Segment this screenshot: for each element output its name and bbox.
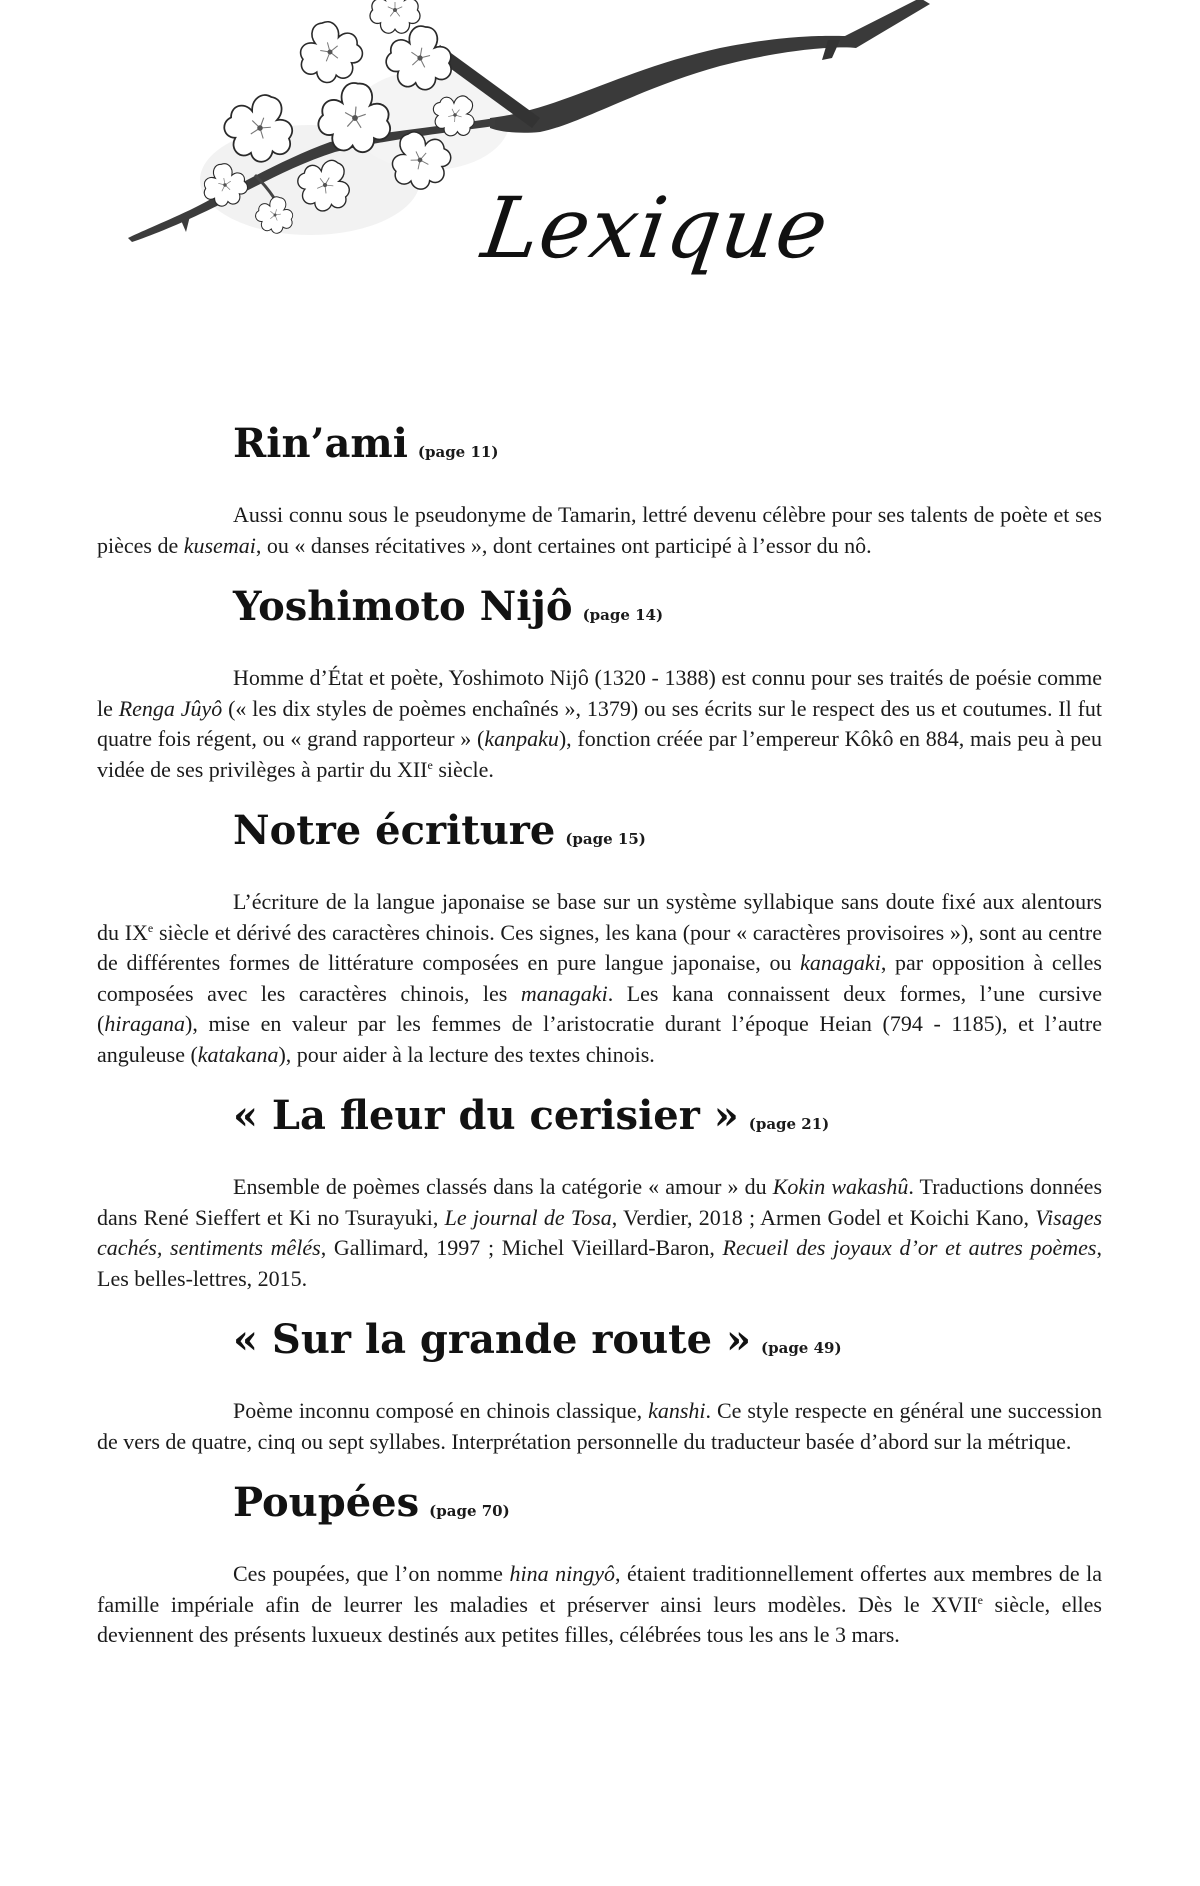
lexicon-entry [97, 1477, 1102, 1651]
entry-term [233, 1314, 1102, 1366]
italic-term: managaki [520, 980, 608, 1006]
entry-term-text: Notre écriture [233, 807, 556, 854]
lexicon-entry [97, 581, 1102, 785]
lexicon-entry [97, 418, 1102, 561]
entry-term-text: « La fleur du cerisier » [233, 1092, 739, 1139]
entry-definition: Ensemble de poèmes classés dans la catégorie « amour » du Kokin wakashû. Traductions données dans René Sieffert et Ki no Tsurayuki, Le journal de Tosa, Verdier, 2018 ; Armen Godel et Koichi Kano, Visages cachés, sentiments mêlés, Gallimard, 1997 ; Michel Vieillard-Baron, Recueil des joyaux d’or et autres poèmes, Les belles-lettres, 2015. [97, 1174, 1103, 1291]
superscript: e [147, 920, 154, 935]
entry-definition: Homme d’État et poète, Yoshimoto Nijô (1320 - 1388) est connu pour ses traités de poésie comme le Renga Jûyô (« les dix styles de poèmes enchaînés », 1379) ou ses écrits sur le respect des us et coutumes. Il fut quatre fois régent, ou « grand rapporteur » (kanpaku), fonction créée par l’empereur Kôkô en 884, mais peu à peu vidée de ses privilèges à partir du XIIe siècle. [97, 665, 1103, 782]
superscript: e [427, 757, 433, 772]
italic-term: Renga Jûyô [118, 695, 223, 721]
lexicon-entry [97, 805, 1102, 1070]
entry-definition: Poème inconnu composé en chinois classique, kanshi. Ce style respecte en général une succession de vers de quatre, cinq ou sept syllabes. Interprétation personnelle du traducteur basée d’abord sur la métrique. [97, 1398, 1102, 1454]
entry-term-text: Yoshimoto Nijô [233, 583, 573, 630]
entry-page-ref: (page 21) [748, 1115, 830, 1133]
italic-term: kanpaku [484, 726, 559, 751]
entry-page-ref: (page 14) [582, 606, 664, 624]
italic-term: Recueil des joyaux d’or et autres poèmes [722, 1235, 1097, 1260]
lexicon-list [97, 418, 1102, 1671]
entry-term-text: Poupées [233, 1479, 420, 1526]
italic-term: Visages cachés, sentiments mêlés [97, 1204, 1103, 1260]
entry-term [233, 418, 1102, 470]
superscript: e [977, 1592, 983, 1607]
entry-page-ref: (page 49) [761, 1339, 842, 1357]
entry-term [233, 581, 1102, 633]
entry-page-ref: (page 70) [429, 1502, 510, 1520]
page-title: Lexique [476, 179, 835, 277]
entry-term [233, 1477, 1102, 1529]
entry-term-text: « Sur la grande route » [233, 1316, 752, 1363]
italic-term: katakana [197, 1041, 279, 1067]
entry-term-text: Rin’ami [233, 420, 408, 467]
lexicon-entry [97, 1090, 1102, 1294]
entry-term [233, 1090, 1102, 1142]
italic-term: hina ningyô [509, 1561, 615, 1586]
entry-definition: L’écriture de la langue japonaise se base sur un système syllabique sans doute fixé aux alentours du IXe siècle et dérivé des caractères chinois. Ces signes, les kana (pour « caractères provisoires »), sont au centre de différentes formes de littérature composées en pure langue japonaise, ou kanagaki, par opposition à celles composées avec les caractères chinois, les managaki. Les kana connaissent deux formes, l’une cursive (hiragana), mise en valeur par les femmes de l’aristocratie durant l’époque Heian (794 - 1185), et l’autre anguleuse (katakana), pour aider à la lecture des textes chinois. [97, 889, 1102, 1067]
italic-term: kanshi [648, 1398, 706, 1423]
italic-term: Kokin wakashû [772, 1174, 909, 1199]
italic-term: kanagaki [800, 950, 881, 975]
lexicon-entry [97, 1314, 1102, 1457]
italic-term: kusemai [183, 532, 256, 558]
entry-page-ref: (page 11) [417, 443, 499, 461]
entry-definition: Aussi connu sous le pseudonyme de Tamarin, lettré devenu célèbre pour ses talents de poète et ses pièces de kusemai, ou « danses récitatives », dont certaines ont participé à l’essor du nô. [97, 502, 1102, 558]
entry-term [233, 805, 1102, 857]
entry-definition: Ces poupées, que l’on nomme hina ningyô, étaient traditionnellement offertes aux membres de la famille impériale afin de leurrer les maladies et préserver ainsi leurs modèles. Dès le XVIIe siècle, elles deviennent des présents luxueux destinés aux petites filles, célébrées tous les ans le 3 mars. [97, 1561, 1102, 1647]
entry-page-ref: (page 15) [565, 830, 646, 848]
italic-term: hiragana [104, 1011, 186, 1036]
italic-term: Le journal de Tosa [444, 1204, 612, 1230]
